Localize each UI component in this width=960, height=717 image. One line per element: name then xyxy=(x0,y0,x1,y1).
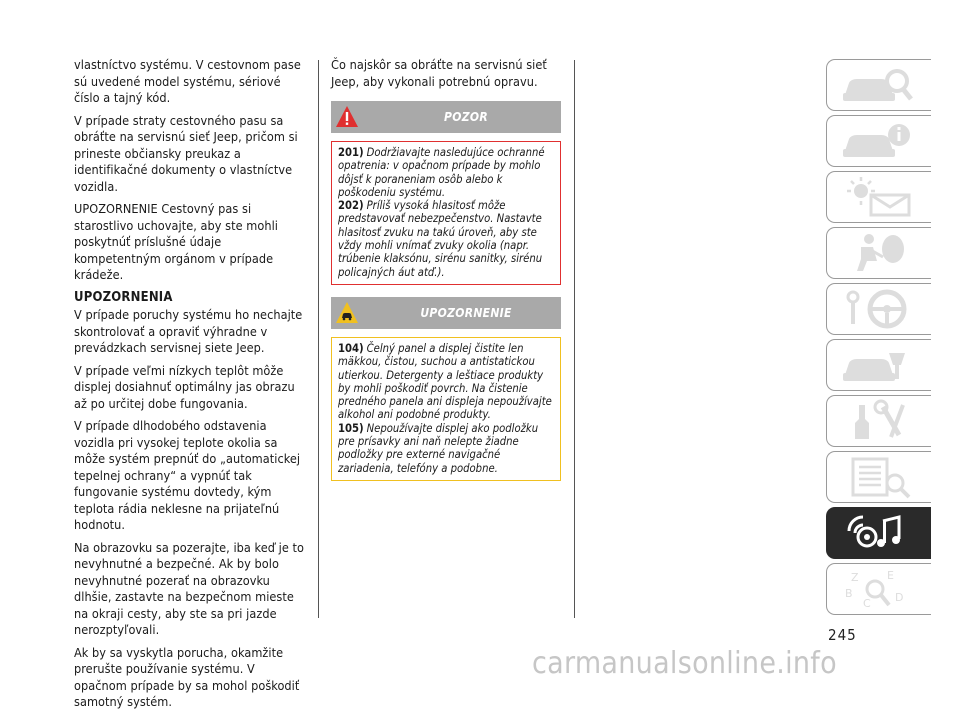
steering-key-icon xyxy=(839,287,919,331)
item-number: 201) xyxy=(338,146,364,159)
warning-box xyxy=(331,101,561,285)
tools-icon xyxy=(839,399,919,443)
column-divider xyxy=(574,60,575,618)
car-service-icon xyxy=(839,343,919,387)
item-number: 104) xyxy=(338,342,364,355)
document-list-icon xyxy=(839,455,919,499)
caution-header xyxy=(331,297,561,329)
chapter-tab[interactable] xyxy=(826,283,931,335)
item-number: 105) xyxy=(338,421,364,435)
caution-box xyxy=(331,297,561,481)
warning-item xyxy=(338,146,555,199)
index-letter: D xyxy=(895,591,904,604)
left-column xyxy=(74,57,308,717)
column-divider xyxy=(318,60,319,618)
watermark: carmanualsonline.info xyxy=(532,646,837,681)
index-letter: C xyxy=(863,597,871,610)
multimedia-music-icon xyxy=(839,511,919,555)
chapter-tab[interactable] xyxy=(826,451,931,503)
warning-body xyxy=(331,141,561,285)
chapter-tab[interactable] xyxy=(826,171,931,223)
page-number: 245 xyxy=(828,626,857,644)
paragraph: Čo najskôr sa obráťte na servisnú sieť Jeep, aby vykonali potrebnú opravu. xyxy=(331,57,547,89)
caution-item xyxy=(338,342,555,422)
section-heading: UPOZORNENIA xyxy=(74,289,173,305)
chapter-tab[interactable] xyxy=(826,563,931,615)
caution-item xyxy=(338,422,555,475)
paragraph: vlastníctvo systému. V cestovnom pase sú uvedené model systému, sériové číslo a tajný kód. xyxy=(74,57,301,105)
item-text: Nepoužívajte displej ako podložku pre prísavky ani naň nelepte žiadne podložky pre externé navigačné zariadenia, telefóny a podobne. xyxy=(338,421,539,475)
warning-header xyxy=(331,101,561,133)
car-caution-icon xyxy=(335,301,359,325)
chapter-tab[interactable] xyxy=(826,59,931,111)
item-text: Čelný panel a displej čistite len mäkkou, čistou, suchou a antistatickou utierkou. Detergenty a leštiace produkty by mohli poškodiť povrch. Na čistenie predného panela ani displeja nepoužívajte alkohol ani podobné produkty. xyxy=(338,342,552,422)
airbag-icon xyxy=(839,231,919,275)
car-search-icon xyxy=(839,63,919,107)
paragraph: UPOZORNENIE Cestovný pas si starostlivo uchovajte, aby ste mohli poskytnúť príslušné údaje kompetentným orgánom v prípade krádeže. xyxy=(74,201,278,282)
chapter-tab[interactable] xyxy=(826,395,931,447)
paragraph: Ak by sa vyskytla porucha, okamžite prerušte používanie systému. V opačnom prípade by sa mohol poškodiť samotný systém. xyxy=(74,644,300,709)
paragraph: V prípade straty cestovného pasu sa obráťte na servisnú sieť Jeep, pričom si prineste občiansky preukaz a identifikačné dokumenty o vlastníctve vozidla. xyxy=(74,112,298,194)
caution-title: UPOZORNENIE xyxy=(420,306,512,320)
caution-body xyxy=(331,337,561,481)
paragraph: Na obrazovku sa pozerajte, iba keď je to nevyhnutné a bezpečné. Ak by bolo nevyhnutné pozerať na obrazovku dlhšie, zastavte na bezpečnom mieste na okraji cesty, aby ste sa pri jazde nerozptyľovali. xyxy=(74,539,304,637)
middle-column xyxy=(331,57,563,96)
chapter-tab-active[interactable] xyxy=(826,507,931,559)
warning-title: POZOR xyxy=(444,110,488,124)
alphabet-index-icon xyxy=(839,567,919,611)
warning-item xyxy=(338,199,555,279)
index-letter: B xyxy=(845,587,853,600)
paragraph: V prípade poruchy systému ho nechajte skontrolovať a opraviť výhradne v prevádzkach servisnej siete Jeep. xyxy=(74,307,303,355)
dashboard-lights-icon xyxy=(839,175,919,219)
index-letter: Z xyxy=(851,571,859,584)
item-text: Dodržiavajte nasledujúce ochranné opatrenia: v opačnom prípade by mohlo dôjsť k poraneniam osôb alebo k poškodeniu systému. xyxy=(338,146,545,199)
chapter-tab[interactable] xyxy=(826,227,931,279)
chapter-tab[interactable] xyxy=(826,115,931,167)
paragraph: V prípade dlhodobého odstavenia vozidla pri vysokej teplote okolia sa môže systém prepnúť do „automatickej tepelnej ochrany“ a vypnúť tak fungovanie systému dovtedy, kým teplota rádia neklesne na prijateľnú hodnotu. xyxy=(74,418,301,532)
index-letter: E xyxy=(887,569,894,582)
item-number: 202) xyxy=(338,199,364,213)
car-info-icon xyxy=(839,119,919,163)
warning-triangle-icon xyxy=(335,105,359,129)
chapter-tab[interactable] xyxy=(826,339,931,391)
item-text: Príliš vysoká hlasitosť môže predstavovať nebezpečenstvo. Nastavte hlasitosť zvuku na takú úroveň, aby ste vždy mohli vnímať zvuky okolia (napr. trúbenie klaksónu, sirénu sanitky, sirénu policajných áut atď.). xyxy=(338,199,543,279)
paragraph: V prípade veľmi nízkych teplôt môže displej dosiahnuť optimálny jas obrazu až po určitej dobe fungovania. xyxy=(74,362,295,411)
